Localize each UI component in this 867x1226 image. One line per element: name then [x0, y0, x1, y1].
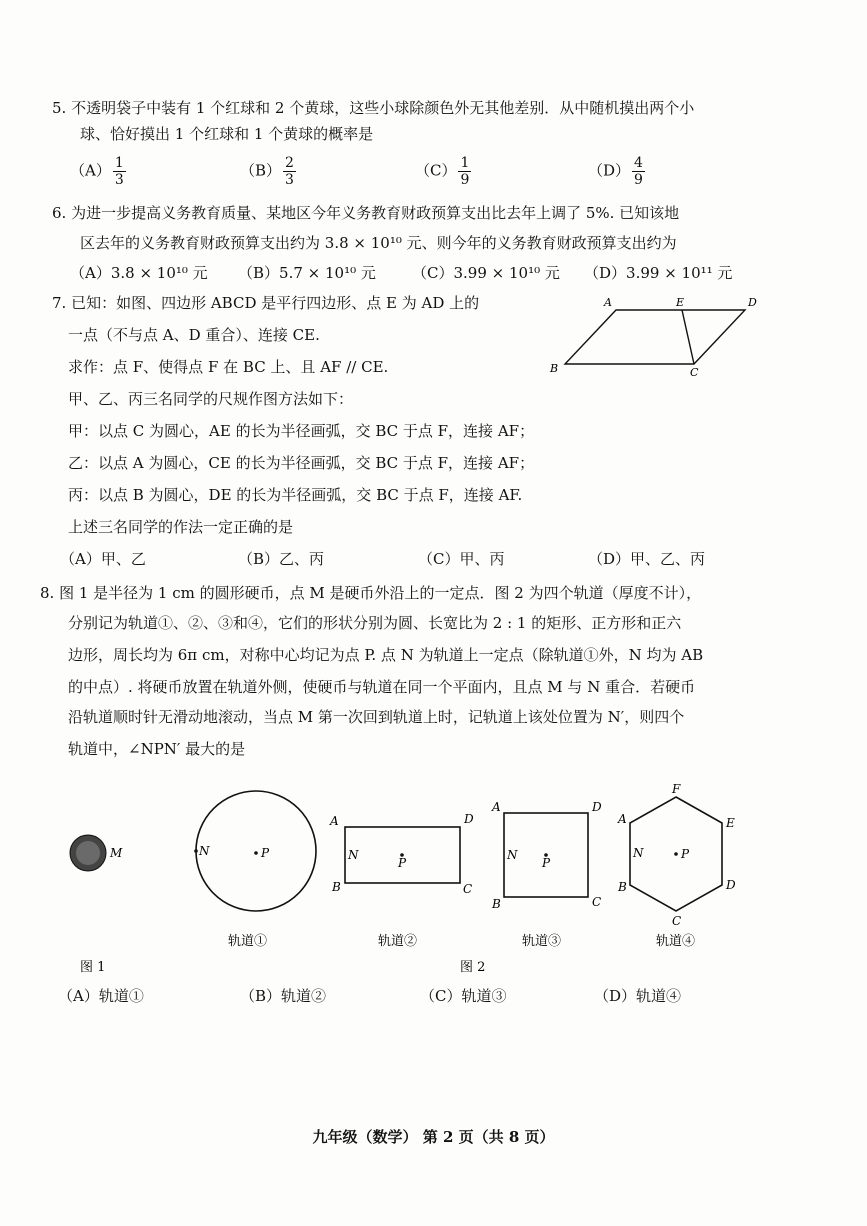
track-4-caption: 轨道④: [656, 934, 696, 949]
q8-line4: 的中点）. 将硬币放置在轨道外侧，使硬币与轨道在同一个平面内，且点 M 与 N 重合．若硬币: [68, 678, 696, 696]
svg-text:N: N: [348, 848, 359, 862]
point-p-1: [254, 851, 258, 855]
figure-1-caption: 图 1: [80, 960, 106, 975]
svg-text:P: P: [542, 856, 551, 870]
svg-text:A: A: [492, 800, 501, 814]
q7-option-d: （D）甲、乙、丙: [588, 550, 706, 568]
q5-option-a: （A） $\frac{1}{3}$: [70, 155, 124, 188]
segment-ce: [682, 310, 694, 364]
page-footer: 九年级（数学） 第 2 页（共 8 页）: [312, 1128, 555, 1146]
svg-text:P: P: [261, 846, 270, 860]
svg-text:B: B: [492, 897, 501, 911]
track-3-caption: 轨道③: [522, 934, 562, 949]
svg-text:N: N: [633, 846, 644, 860]
label-m: M: [110, 846, 123, 860]
svg-text:N: N: [199, 844, 210, 858]
q7-option-a: （A）甲、乙: [60, 550, 146, 568]
q8-option-a: （A）轨道①: [58, 987, 144, 1005]
q5-option-c: （C） $\frac{1}{9}$: [415, 155, 470, 188]
q7-option-b: （B）乙、丙: [238, 550, 325, 568]
q6-line1: 6. 为进一步提高义务教育质量、某地区今年义务教育财政预算支出比去年上调了 5%. 已知该地: [52, 204, 680, 222]
label-b: B: [550, 362, 559, 375]
q7-option-c: （C）甲、丙: [418, 550, 505, 568]
q8-option-d: （D）轨道④: [594, 987, 682, 1005]
q8-line2: 分别记为轨道①、②、③和④，它们的形状分别为圆、长宽比为 2 : 1 的矩形、正方形和正六: [68, 614, 682, 632]
svg-text:F: F: [672, 782, 681, 796]
svg-text:B: B: [332, 880, 341, 894]
svg-text:E: E: [726, 816, 735, 830]
q7-parallelogram-figure: [540, 290, 770, 380]
q8-line6: 轨道中，∠NPN′ 最大的是: [68, 740, 246, 758]
q8-option-b: （B）轨道②: [240, 987, 327, 1005]
figure-2-caption: 图 2: [460, 960, 486, 975]
svg-text:C: C: [592, 895, 602, 909]
svg-text:B: B: [618, 880, 627, 894]
track-1-caption: 轨道①: [228, 934, 268, 949]
q5-line1: 5. 不透明袋子中装有 1 个红球和 2 个黄球，这些小球除颜色外无其他差别．从中随机摸出两个小: [52, 99, 695, 117]
q8-line1: 8. 图 1 是半径为 1 cm 的圆形硬币，点 M 是硬币外沿上的一定点．图 2 为四个轨道（厚度不计），: [40, 584, 702, 602]
q7-line4: 甲、乙、丙三名同学的尺规作图方法如下：: [68, 390, 354, 408]
q6-line2: 区去年的义务教育财政预算支出约为 3.8 × 10¹⁰ 元、则今年的义务教育财政预算支出约为: [80, 234, 677, 252]
q8-line3: 边形，周长均为 6π cm，对称中心均记为点 P. 点 N 为轨道上一定点（除轨道①外，N 均为 AB: [68, 646, 704, 664]
q7-line6: 乙：以点 A 为圆心，CE 的长为半径画弧，交 BC 于点 F，连接 AF；: [68, 454, 535, 472]
svg-text:D: D: [592, 800, 602, 814]
q6-option-a: （A）3.8 × 10¹⁰ 元: [70, 264, 208, 282]
label-c: C: [690, 366, 699, 379]
q5-line2: 球、恰好摸出 1 个红球和 1 个黄球的概率是: [80, 125, 374, 143]
label-a: A: [604, 296, 612, 309]
svg-text:A: A: [330, 814, 339, 828]
q5-option-d: （D） $\frac{4}{9}$: [588, 155, 643, 188]
svg-text:C: C: [463, 882, 473, 896]
q7-line7: 丙：以点 B 为圆心，DE 的长为半径画弧，交 BC 于点 F，连接 AF.: [68, 486, 523, 504]
svg-text:P: P: [398, 856, 407, 870]
svg-text:A: A: [618, 812, 627, 826]
svg-text:C: C: [672, 914, 682, 928]
q6-option-d: （D）3.99 × 10¹¹ 元: [584, 264, 733, 282]
q7-line1: 7. 已知：如图、四边形 ABCD 是平行四边形、点 E 为 AD 上的: [52, 294, 480, 312]
label-e: E: [676, 296, 685, 309]
q7-line3: 求作：点 F、使得点 F 在 BC 上、且 AF // CE.: [68, 358, 389, 376]
q7-line8: 上述三名同学的作法一定正确的是: [68, 518, 294, 536]
q7-line2: 一点（不与点 A、D 重合）、连接 CE.: [68, 326, 320, 344]
parallelogram-abcd: [565, 310, 745, 364]
q6-option-b: （B）5.7 × 10¹⁰ 元: [238, 264, 376, 282]
track-1-circle: [196, 791, 316, 911]
q7-line5: 甲：以点 C 为圆心，AE 的长为半径画弧，交 BC 于点 F，连接 AF；: [68, 422, 535, 440]
svg-text:N: N: [507, 848, 518, 862]
q5-option-b: （B） $\frac{2}{3}$: [240, 155, 294, 188]
svg-text:D: D: [464, 812, 474, 826]
svg-text:D: D: [726, 878, 736, 892]
label-d: D: [748, 296, 757, 309]
svg-text:P: P: [681, 847, 690, 861]
track-2-caption: 轨道②: [378, 934, 418, 949]
q8-tracks-figure: [60, 775, 760, 975]
q8-option-c: （C）轨道③: [420, 987, 507, 1005]
q6-option-c: （C）3.99 × 10¹⁰ 元: [412, 264, 560, 282]
q8-line5: 沿轨道顺时针无滑动地滚动，当点 M 第一次回到轨道上时，记轨道上该处位置为 N′，则四个: [68, 708, 685, 726]
